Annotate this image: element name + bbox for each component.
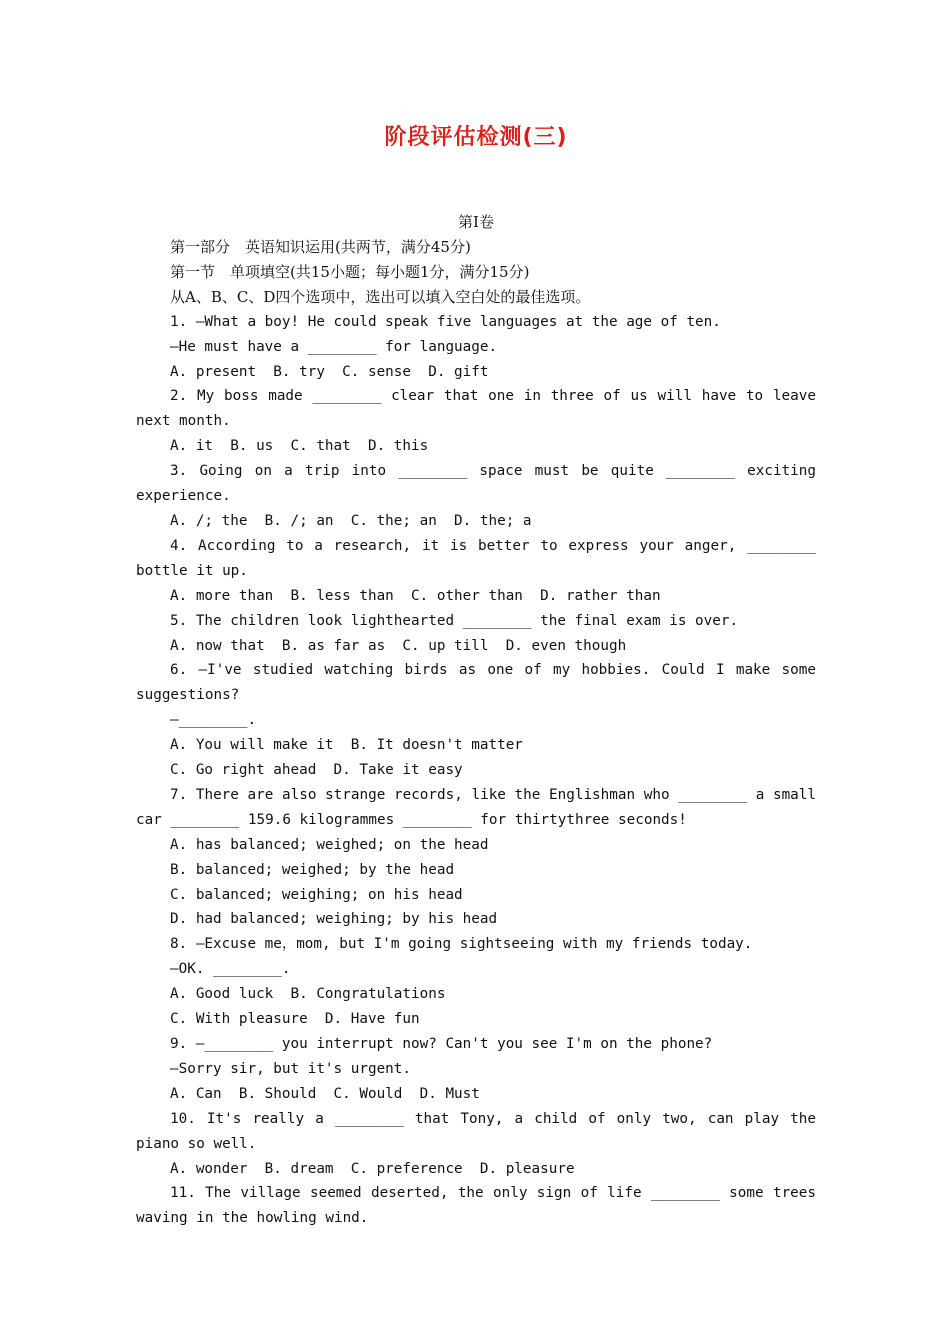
question-stem: 7. There are also strange records, like the Englishman who ________ a small car ________ 159.6 kilogrammes ________ for thirtythree seconds! (136, 786, 825, 828)
question-stem: —OK. ________. (170, 961, 291, 978)
question-stem: —________. (170, 712, 257, 729)
question-stem: 11. The village seemed deserted, the only sign of life ________ some trees waving in the howling wind. (136, 1185, 825, 1227)
question-list (136, 310, 825, 1232)
answer-options: B. balanced; weighed; by the head (170, 861, 455, 878)
question-stem: 2. My boss made ________ clear that one in three of us will have to leave next month. (136, 388, 825, 430)
volume-heading: 第Ⅰ卷 (458, 213, 494, 231)
part-heading: 第一部分 英语知识运用(共两节，满分45分) (170, 238, 471, 256)
answer-options: A. Good luck B. Congratulations (170, 986, 446, 1003)
section-heading: 第一节 单项填空(共15小题；每小题1分，满分15分) (170, 262, 530, 281)
question-stem: —Sorry sir, but it's urgent. (170, 1060, 412, 1077)
instruction-text: 从A、B、C、D四个选项中，选出可以填入空白处的最佳选项。 (170, 287, 591, 306)
answer-options: A. has balanced; weighed; on the head (170, 836, 489, 853)
answer-options: C. Go right ahead D. Take it easy (170, 762, 463, 779)
answer-options: C. With pleasure D. Have fun (170, 1011, 420, 1028)
question-10 (136, 1107, 825, 1182)
answer-options: A. /; the B. /; an C. the; an D. the; a (170, 512, 532, 529)
answer-options: A. You will make it B. It doesn't matter (170, 737, 523, 754)
question-3 (136, 459, 825, 534)
question-5 (136, 609, 816, 659)
answer-options: A. wonder B. dream C. preference D. pleasure (170, 1160, 575, 1177)
question-stem: 5. The children look lighthearted ________ the final exam is over. (170, 612, 739, 629)
question-stem: 9. —________ you interrupt now? Can't you see I'm on the phone? (170, 1036, 713, 1052)
answer-options: D. had balanced; weighing; by his head (170, 911, 498, 928)
question-9 (136, 1032, 816, 1107)
answer-options: A. it B. us C. that D. this (170, 438, 429, 455)
question-2 (136, 384, 825, 459)
question-8 (136, 932, 816, 1032)
answer-options: A. Can B. Should C. Would D. Must (170, 1085, 480, 1102)
page-title: 阶段评估检测(三) (384, 125, 568, 150)
question-4 (136, 534, 825, 609)
exam-page (136, 118, 825, 1231)
question-stem: 10. It's really a ________ that Tony, a child of only two, can play the piano so well. (136, 1110, 825, 1152)
answer-options: A. more than B. less than C. other than D. rather than (170, 587, 661, 604)
question-stem: 3. Going on a trip into ________ space must be quite ________ exciting experience. (136, 463, 825, 505)
answer-options: C. balanced; weighing; on his head (170, 886, 463, 903)
question-stem: —He must have a ________ for language. (170, 338, 498, 355)
question-stem: 1. —What a boy! He could speak five languages at the age of ten. (170, 313, 721, 330)
question-11 (136, 1181, 825, 1231)
question-stem: 8. —Excuse me，mom, but I'm going sightseeing with my friends today. (170, 936, 753, 953)
question-stem: 6. —I've studied watching birds as one of my hobbies. Could I make some suggestions? (136, 662, 825, 704)
question-6 (136, 658, 825, 783)
question-stem: 4. According to a research, it is better to express your anger, ________ bottle it up. (136, 537, 825, 579)
question-7 (136, 783, 825, 932)
question-1 (136, 310, 816, 385)
answer-options: A. present B. try C. sense D. gift (170, 363, 489, 380)
answer-options: A. now that B. as far as C. up till D. even though (170, 637, 627, 654)
